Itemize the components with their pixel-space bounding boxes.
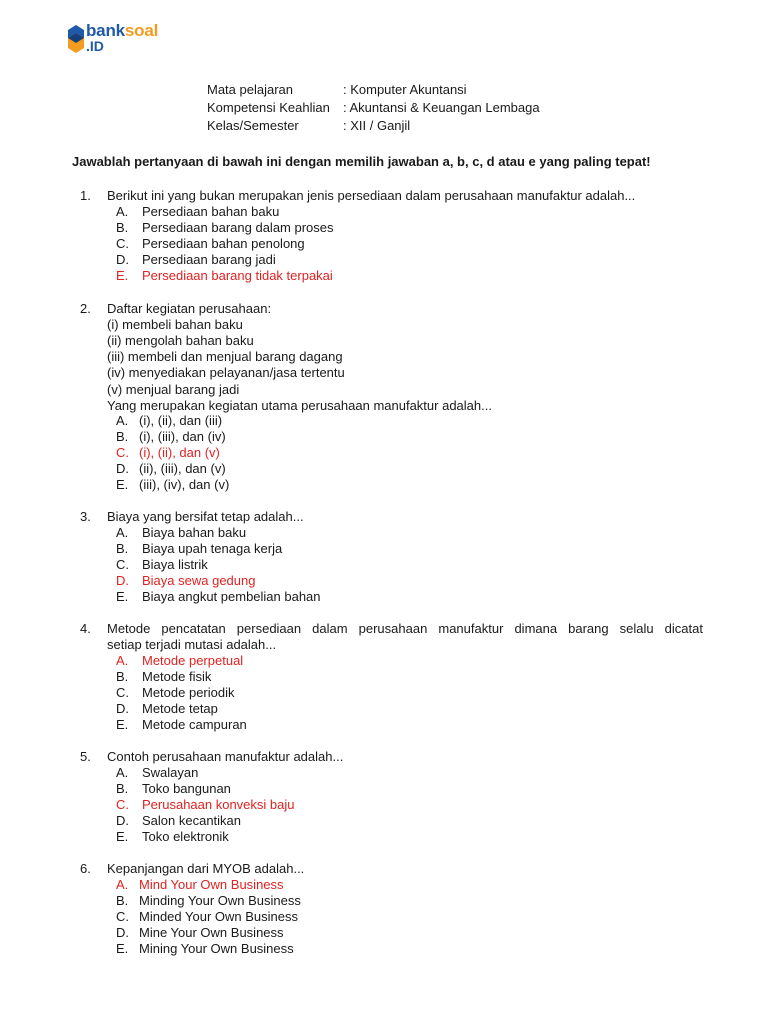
meta-label: Kompetensi Keahlian (207, 100, 330, 115)
question-text-line: (v) menjual barang jadi (107, 381, 240, 397)
meta-row-class (207, 117, 540, 135)
option-text: Persediaan bahan penolong (142, 236, 305, 252)
meta-label: Mata pelajaran (207, 82, 293, 97)
option-text: (ii), (iii), dan (v) (139, 461, 226, 477)
option-letter: C. (116, 236, 129, 252)
question-number: 2. (80, 301, 91, 316)
instruction-text: Jawablah pertanyaan di bawah ini dengan memilih jawaban a, b, c, d atau e yang paling tepat! (72, 154, 651, 169)
option-letter: D. (116, 461, 129, 477)
option-letter: E. (116, 829, 129, 845)
option-letter: D. (116, 252, 129, 268)
option-letter: D. (116, 925, 129, 941)
option-letter: B. (116, 220, 129, 236)
meta-value: : Komputer Akuntansi (343, 82, 467, 97)
option-letter: E. (116, 941, 129, 957)
option-letter: B. (116, 669, 129, 685)
option-text: Metode periodik (142, 685, 235, 701)
option-letter: D. (116, 573, 129, 589)
question-text-line: Yang merupakan kegiatan utama perusahaan manufaktur adalah... (107, 397, 492, 413)
question-text-line: setiap terjadi mutasi adalah... (107, 637, 277, 653)
correct-answer-text: Metode perpetual (142, 653, 244, 668)
question-text-line: (ii) mengolah bahan baku (107, 333, 254, 349)
option-text: Biaya listrik (142, 557, 208, 573)
option-text: (i), (ii), dan (iii) (139, 413, 223, 428)
question-number: 6. (80, 861, 91, 876)
option-text: Minded Your Own Business (139, 909, 298, 925)
option-letter: A. (116, 413, 129, 428)
question-number: 1. (80, 188, 91, 203)
correct-answer-text: Biaya sewa gedung (142, 573, 256, 589)
correct-answer-text: Mind Your Own Business (139, 877, 284, 892)
option-letter: B. (116, 541, 129, 557)
option-text: Persediaan barang dalam proses (142, 220, 334, 236)
option-letter: B. (116, 429, 129, 445)
meta-row-competence (207, 99, 540, 117)
question-text-line: (iv) menyediakan pelayanan/jasa tertentu (107, 365, 345, 381)
option-letter: D. (116, 701, 129, 717)
option-text: Mine Your Own Business (139, 925, 284, 941)
question-text-line: (iii) membeli dan menjual barang dagang (107, 349, 343, 365)
option-letter: C. (116, 685, 129, 701)
option-text: Salon kecantikan (142, 813, 242, 829)
option-letter: C. (116, 797, 129, 813)
option-text: Persediaan bahan baku (142, 204, 280, 219)
option-text: Persediaan barang jadi (142, 252, 276, 268)
option-letter: E. (116, 717, 129, 733)
meta-label: Kelas/Semester (207, 118, 299, 133)
option-text: Biaya bahan baku (142, 525, 247, 540)
logo-suffix: .ID (86, 38, 104, 54)
option-letter: A. (116, 765, 129, 780)
question-text-line: (i) membeli bahan baku (107, 317, 243, 333)
correct-answer-text: Persediaan barang tidak terpakai (142, 268, 333, 284)
option-text: Metode tetap (142, 701, 218, 717)
question-number: 3. (80, 509, 91, 524)
option-text: Biaya upah tenaga kerja (142, 541, 283, 557)
option-letter: E. (116, 477, 129, 493)
correct-answer-text: (i), (ii), dan (v) (139, 445, 220, 461)
question-number: 5. (80, 749, 91, 764)
option-letter: C. (116, 909, 129, 925)
option-letter: E. (116, 589, 129, 605)
option-letter: D. (116, 813, 129, 829)
logo-wordmark: banksoal (86, 21, 159, 40)
option-text: Biaya angkut pembelian bahan (142, 589, 321, 605)
meta-row-subject (207, 81, 540, 99)
option-letter: C. (116, 557, 129, 573)
option-letter: A. (116, 653, 129, 668)
option-letter: A. (116, 525, 129, 540)
option-text: Minding Your Own Business (139, 893, 301, 909)
option-text: (iii), (iv), dan (v) (139, 477, 230, 493)
question-number: 4. (80, 621, 91, 636)
option-text: (i), (iii), dan (iv) (139, 429, 226, 445)
option-text: Metode fisik (142, 669, 212, 685)
option-text: Swalayan (142, 765, 199, 780)
question-text-line: Kepanjangan dari MYOB adalah... (107, 861, 305, 876)
question-text-line: Daftar kegiatan perusahaan: (107, 301, 272, 316)
option-text: Toko bangunan (142, 781, 231, 797)
option-letter: A. (116, 204, 129, 219)
option-letter: B. (116, 781, 129, 797)
option-letter: A. (116, 877, 129, 892)
question-text-line: Metode pencatatan persediaan dalam perusahaan manufaktur dimana barang selalu dicatat (107, 621, 703, 636)
option-text: Metode campuran (142, 717, 247, 733)
option-text: Mining Your Own Business (139, 941, 294, 957)
option-letter: B. (116, 893, 129, 909)
option-letter: E. (116, 268, 129, 284)
meta-value: : XII / Ganjil (343, 118, 411, 133)
option-text: Toko elektronik (142, 829, 229, 845)
question-text-line: Biaya yang bersifat tetap adalah... (107, 509, 304, 524)
meta-value: : Akuntansi & Keuangan Lembaga (343, 100, 540, 115)
question-text-line: Berikut ini yang bukan merupakan jenis persediaan dalam perusahaan manufaktur adalah... (107, 188, 636, 203)
document-header-info (207, 81, 540, 135)
logo-mark-icon (66, 24, 86, 54)
correct-answer-text: Perusahaan konveksi baju (142, 797, 295, 813)
question-text-line: Contoh perusahaan manufaktur adalah... (107, 749, 344, 764)
option-letter: C. (116, 445, 129, 461)
